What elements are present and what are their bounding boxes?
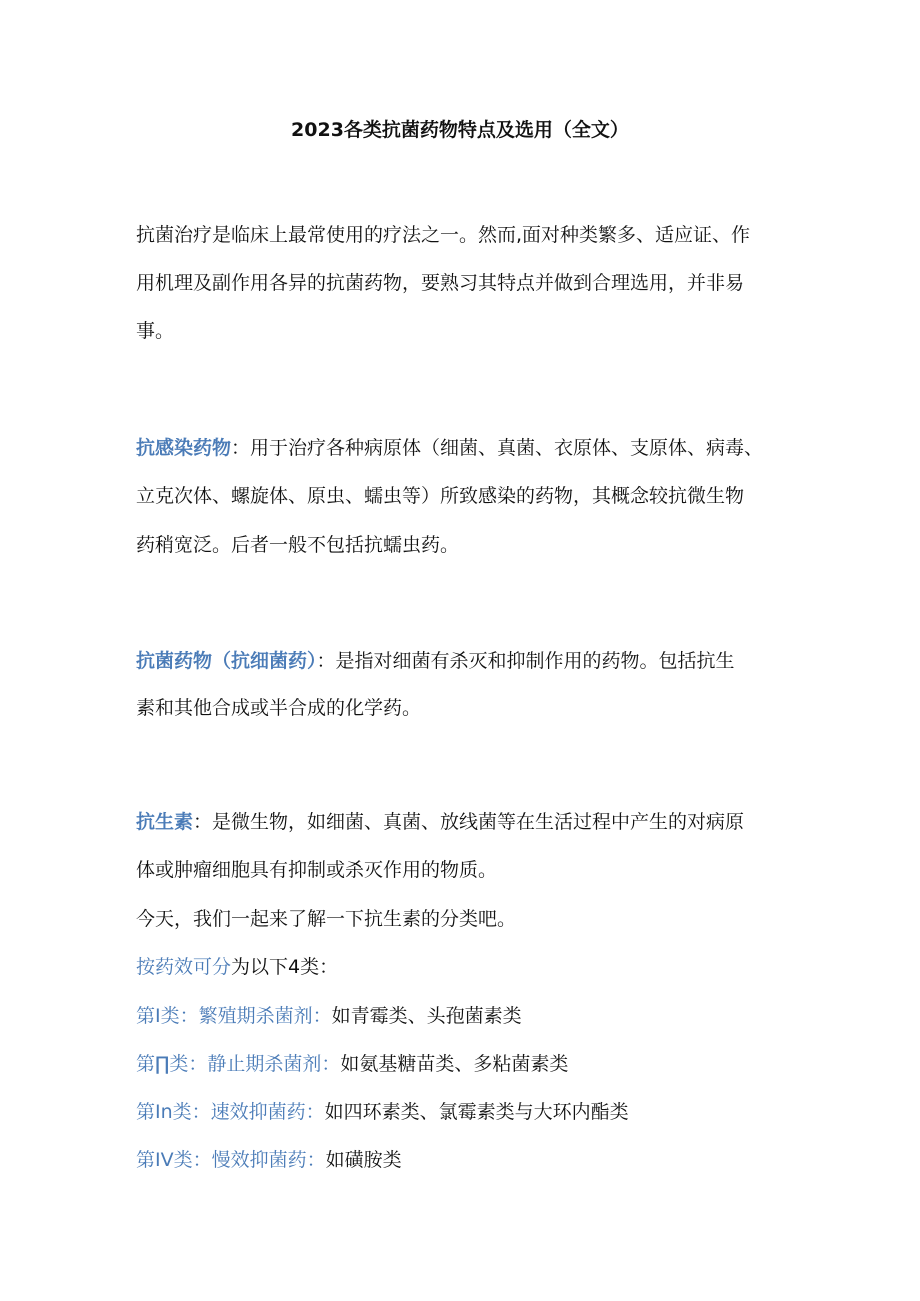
class-desc: 如青霉类、头孢菌素类 (331, 1005, 522, 1027)
document-title: 2023各类抗菌药物特点及选用（全文） (291, 119, 629, 141)
antibacterial-line-1 (136, 647, 735, 675)
anti-infective-line-3: 药稍宽泛。后者一般不包括抗蠕虫药。 (136, 534, 460, 556)
intro-line-3: 事。 (136, 320, 175, 342)
today-line: 今天，我们一起来了解一下抗生素的分类吧。 (136, 908, 517, 930)
class-item (136, 1002, 522, 1030)
class-desc: 如四环素类、氯霉素类与大环内酯类 (324, 1101, 629, 1123)
classify-rest: 为以下4类： (231, 956, 339, 978)
intro-line-1: 抗菌治疗是临床上最常使用的疗法之一。然而,面对种类繁多、适应证、作 (136, 224, 751, 246)
class-desc: 如磺胺类 (325, 1149, 402, 1171)
class-label: 第∏类：静止期杀菌剂： (136, 1053, 341, 1075)
class-label: 第IV类：慢效抑菌药： (136, 1149, 326, 1171)
class-item (136, 1146, 402, 1174)
class-desc: 如氨基糖苗类、多粘菌素类 (340, 1053, 569, 1075)
class-item (136, 1050, 568, 1078)
anti-infective-definition: ：用于治疗各种病原体（细菌、真菌、衣原体、支原体、病毒、 (231, 437, 764, 459)
antibacterial-term: 抗菌药物（抗细菌药） (136, 650, 317, 672)
anti-infective-term: 抗感染药物 (136, 437, 232, 459)
antibiotic-line-2: 体或肿瘤细胞具有抑制或杀灭作用的物质。 (136, 859, 498, 881)
class-label: 第In类：速效抑菌药： (136, 1101, 325, 1123)
classify-term: 按药效可分 (136, 956, 232, 978)
antibacterial-definition: ：是指对细菌有杀灭和抑制作用的药物。包括抗生 (316, 650, 735, 672)
anti-infective-line-1 (136, 434, 763, 462)
anti-infective-line-2: 立克次体、螺旋体、原虫、蠕虫等）所致感染的药物，其概念较抗微生物 (136, 485, 745, 507)
class-item (136, 1098, 629, 1126)
antibiotic-line-1 (136, 808, 744, 836)
classify-line (136, 953, 338, 981)
class-label: 第I类：繁殖期杀菌剂： (136, 1005, 332, 1027)
intro-line-2: 用机理及副作用各异的抗菌药物，要熟习其特点并做到合理选用，并非易 (136, 272, 745, 294)
antibacterial-line-2: 素和其他合成或半合成的化学药。 (136, 697, 422, 719)
antibiotic-term: 抗生素 (136, 811, 194, 833)
antibiotic-definition: ：是微生物，如细菌、真菌、放线菌等在生活过程中产生的对病原 (193, 811, 745, 833)
